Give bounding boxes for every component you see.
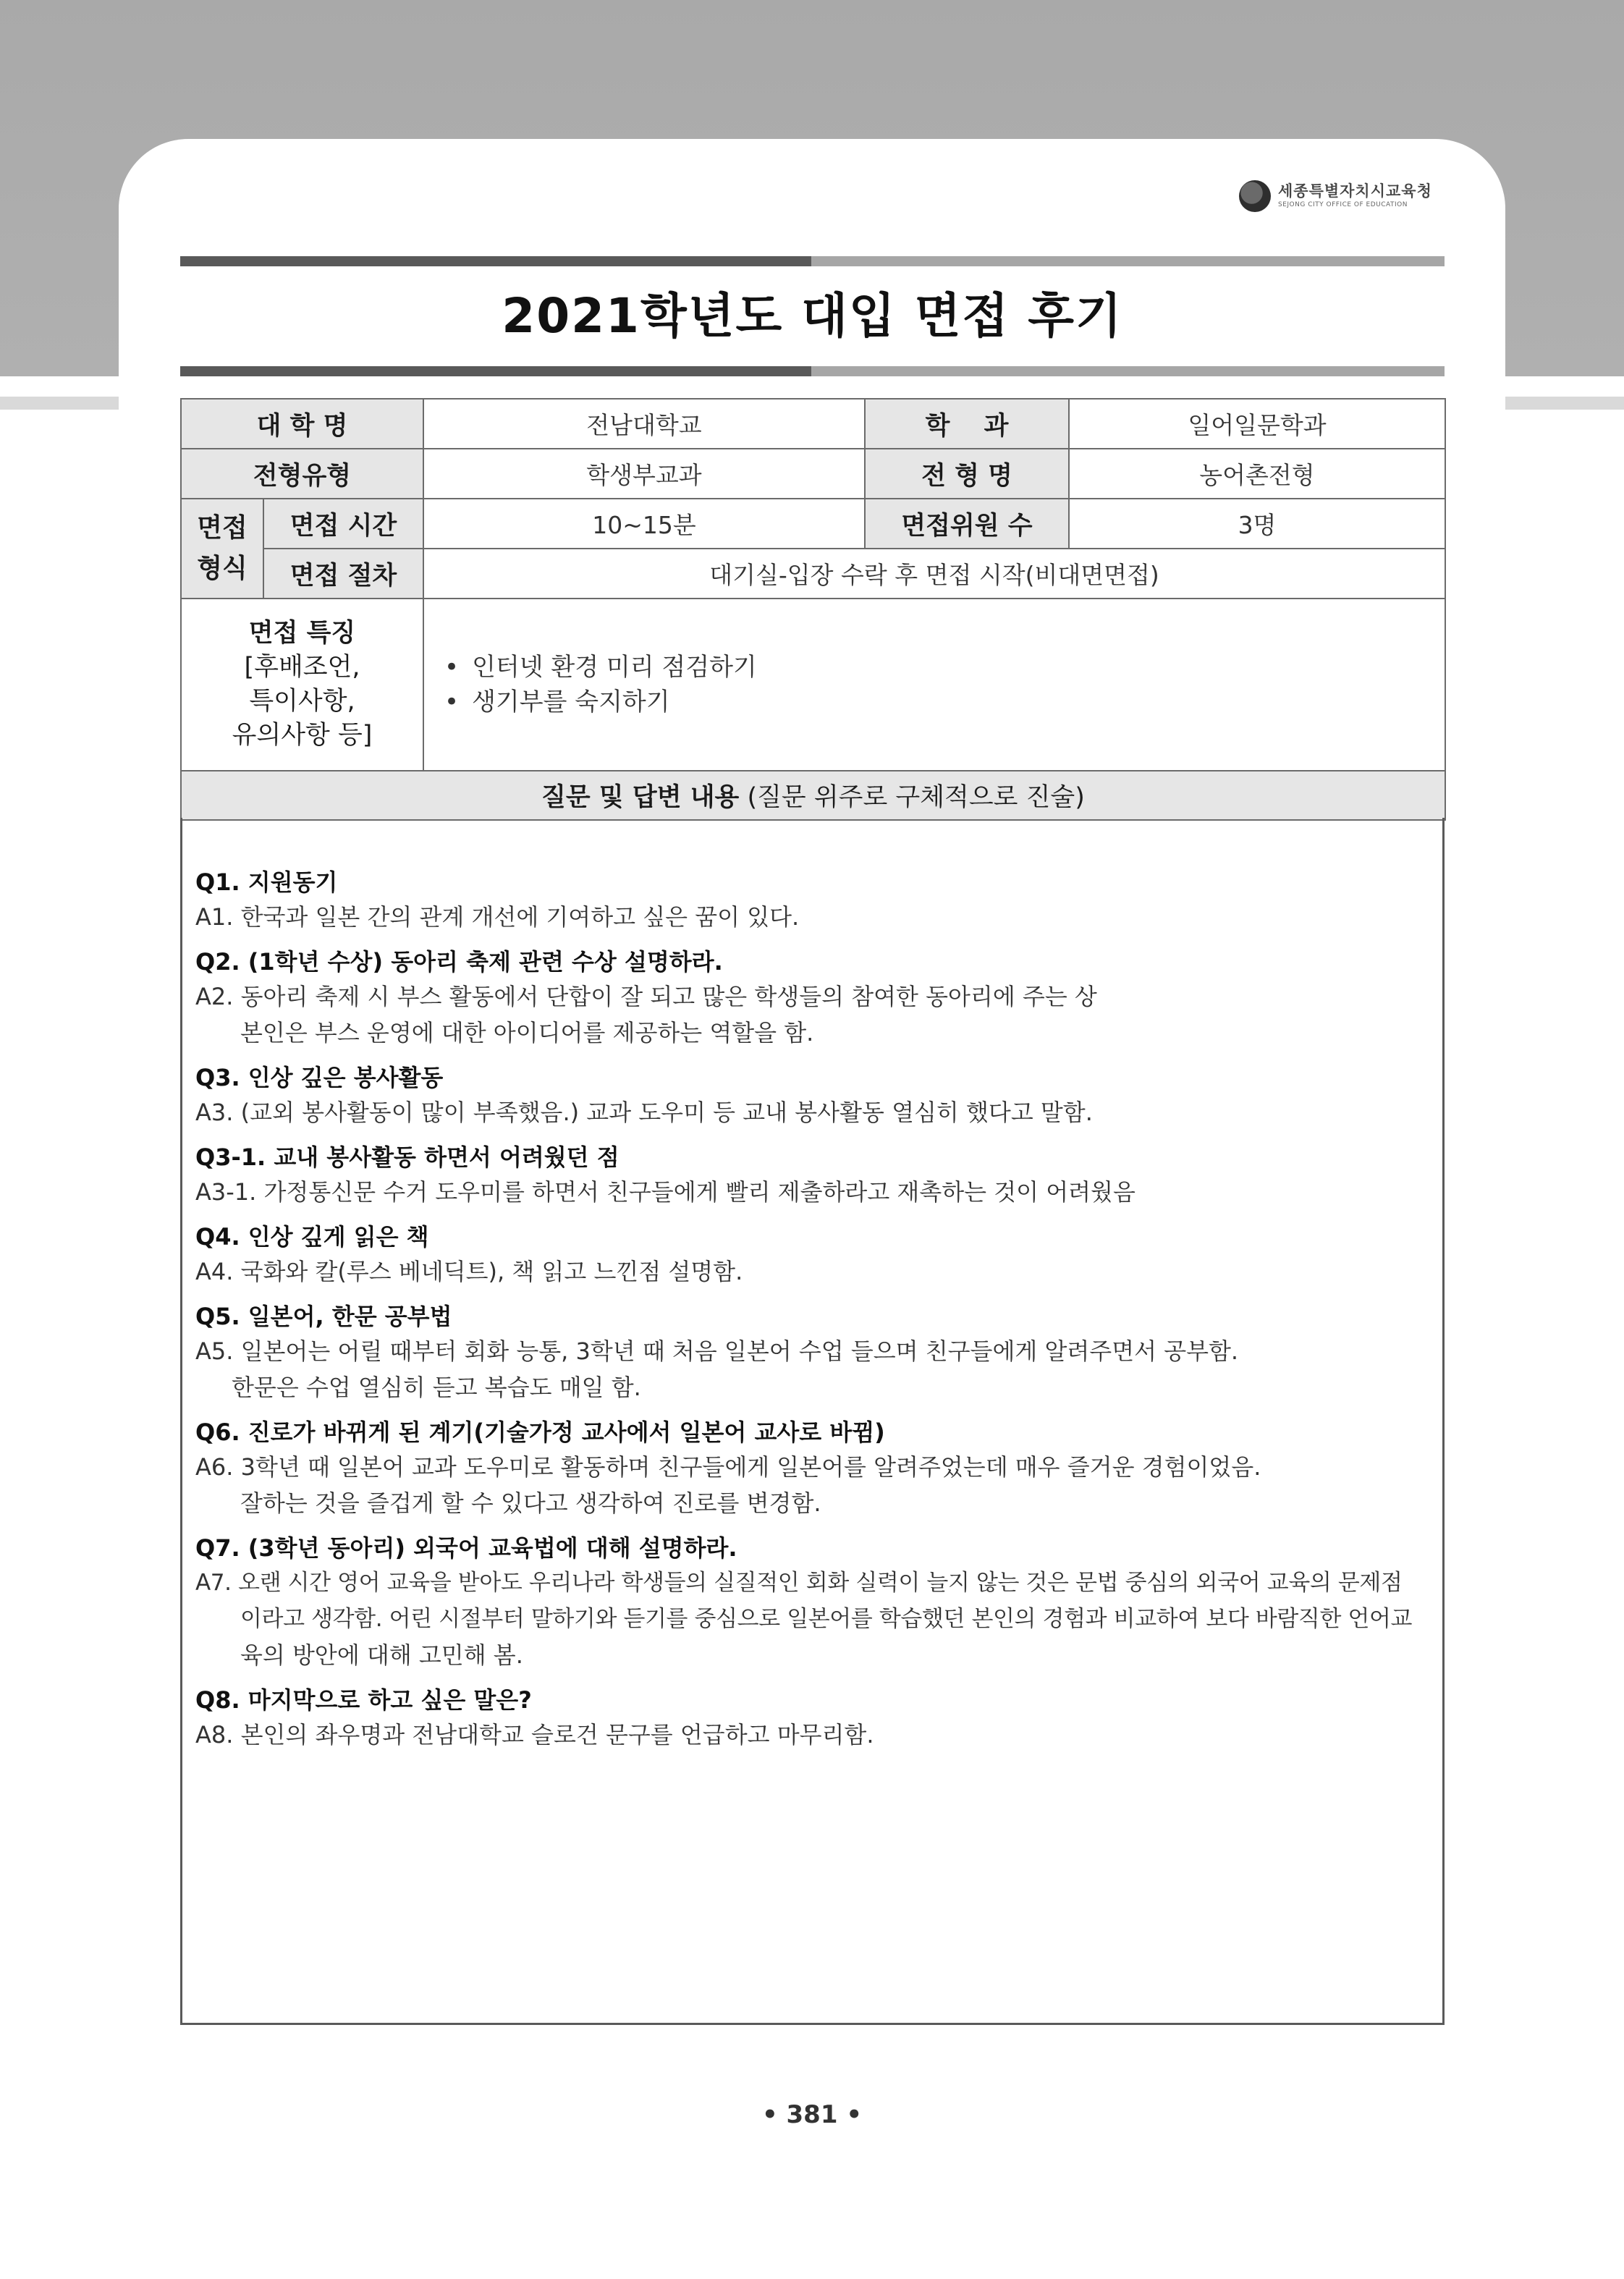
features-label-line: 특이사항, [249, 687, 355, 716]
time-label: 면접 시간 [263, 499, 423, 549]
table-row [181, 449, 1445, 499]
logo-text-en: SEJONG CITY OFFICE OF EDUCATION [1278, 201, 1408, 208]
procedure-label: 면접 절차 [263, 549, 423, 599]
qa-header-note: (질문 위주로 구체적으로 진술) [739, 783, 1085, 812]
question: Q5. 일본어, 한문 공부법 [195, 1303, 452, 1330]
question: Q3-1. 교내 봉사활동 하면서 어려웠던 점 [195, 1143, 619, 1171]
right-stripe [1505, 397, 1624, 410]
features-value [423, 599, 1445, 771]
question: Q1. 지원동기 [195, 868, 338, 896]
department-value: 일어일문학과 [1069, 399, 1445, 449]
page-title: 2021학년도 대입 면접 후기 [502, 288, 1123, 344]
answer: A5. 일본어는 어릴 때부터 회화 능통, 3학년 때 처음 일본어 수업 들으며 친구들에게 알려주면서 공부함. [195, 1337, 1239, 1365]
qa-header [181, 771, 1445, 820]
admission-name-value: 농어촌전형 [1069, 449, 1445, 499]
interviewers-label: 면접위원 수 [865, 499, 1069, 549]
answer-continued: 본인은 부스 운영에 대한 아이디어를 제공하는 역할을 함. [240, 1019, 814, 1047]
answer-continued: 육의 방안에 대해 고민해 봄. [240, 1641, 523, 1669]
question: Q6. 진로가 바뀌게 된 계기(기술가정 교사에서 일본어 교사로 바뀜) [195, 1418, 885, 1446]
table-row [181, 499, 1445, 549]
feature-item: • 인터넷 환경 미리 점검하기 [444, 650, 1439, 685]
features-label-line: 유의사항 등] [232, 721, 373, 750]
left-stripe [0, 397, 119, 410]
answer-continued: 한문은 수업 열심히 듣고 복습도 매일 함. [232, 1374, 641, 1401]
question: Q2. (1학년 수상) 동아리 축제 관련 수상 설명하라. [195, 948, 723, 976]
table-row [181, 399, 1445, 449]
title-rule-top [180, 256, 1445, 266]
time-value: 10~15분 [423, 499, 865, 549]
procedure-value: 대기실-입장 수락 후 면접 시작(비대면면접) [423, 549, 1445, 599]
answer: A6. 3학년 때 일본어 교과 도우미로 활동하며 친구들에게 일본어를 알려주었는데 매우 즐거운 경험이었음. [195, 1453, 1261, 1481]
answer: A1. 한국과 일본 간의 관계 개선에 기여하고 싶은 꿈이 있다. [195, 903, 800, 931]
features-label [181, 599, 423, 771]
answer: A7. 오랜 시간 영어 교육을 받아도 우리나라 학생들의 실질적인 회화 실력이 늘지 않는 것은 문법 중심의 외국어 교육의 문제점 [195, 1570, 1403, 1596]
question: Q4. 인상 깊게 읽은 책 [195, 1223, 429, 1251]
admission-name-label: 전 형 명 [865, 449, 1069, 499]
department-label: 학 과 [865, 399, 1069, 449]
emblem-icon [1239, 180, 1271, 212]
qa-content [180, 818, 1445, 2025]
logo-text-kr: 세종특별자치시교육청 [1278, 182, 1432, 200]
table-row [181, 549, 1445, 599]
question: Q7. (3학년 동아리) 외국어 교육법에 대해 설명하라. [195, 1534, 737, 1562]
qa-header-bold: 질문 및 답변 내용 [541, 783, 740, 812]
answer-continued: 이라고 생각함. 어린 시절부터 말하기와 듣기를 중심으로 일본어를 학습했던 본인의 경험과 비교하여 보다 바람직한 언어교 [240, 1606, 1413, 1632]
question: Q8. 마지막으로 하고 싶은 말은? [195, 1686, 532, 1714]
table-row [181, 599, 1445, 771]
format-label: 면접 형식 [181, 499, 263, 599]
interview-info-table [180, 398, 1446, 821]
title-rule-bottom [180, 366, 1445, 376]
answer: A3-1. 가정통신문 수거 도우미를 하면서 친구들에게 빨리 제출하라고 재촉하는 것이 어려웠음 [195, 1178, 1135, 1206]
admission-type-value: 학생부교과 [423, 449, 865, 499]
table-row [181, 771, 1445, 820]
interviewers-value: 3명 [1069, 499, 1445, 549]
answer: A4. 국화와 칼(루스 베네딕트), 책 읽고 느낀점 설명함. [195, 1258, 743, 1285]
answer: A2. 동아리 축제 시 부스 활동에서 단합이 잘 되고 많은 학생들의 참여한 동아리에 주는 상 [195, 983, 1097, 1010]
answer-continued: 잘하는 것을 즐겁게 할 수 있다고 생각하여 진로를 변경함. [240, 1489, 821, 1517]
page-number: • 381 • [761, 2100, 863, 2129]
university-label: 대 학 명 [181, 399, 423, 449]
answer: A3. (교외 봉사활동이 많이 부족했음.) 교과 도우미 등 교내 봉사활동 열심히 했다고 말함. [195, 1099, 1093, 1126]
university-value: 전남대학교 [423, 399, 865, 449]
features-label-line: 면접 특징 [248, 619, 356, 648]
answer: A8. 본인의 좌우명과 전남대학교 슬로건 문구를 언급하고 마무리함. [195, 1721, 874, 1749]
features-label-line: [후배조언, [244, 653, 360, 682]
office-logo [1239, 178, 1463, 214]
admission-type-label: 전형유형 [181, 449, 423, 499]
feature-item: • 생기부를 숙지하기 [444, 685, 1439, 719]
question: Q3. 인상 깊은 봉사활동 [195, 1064, 444, 1091]
